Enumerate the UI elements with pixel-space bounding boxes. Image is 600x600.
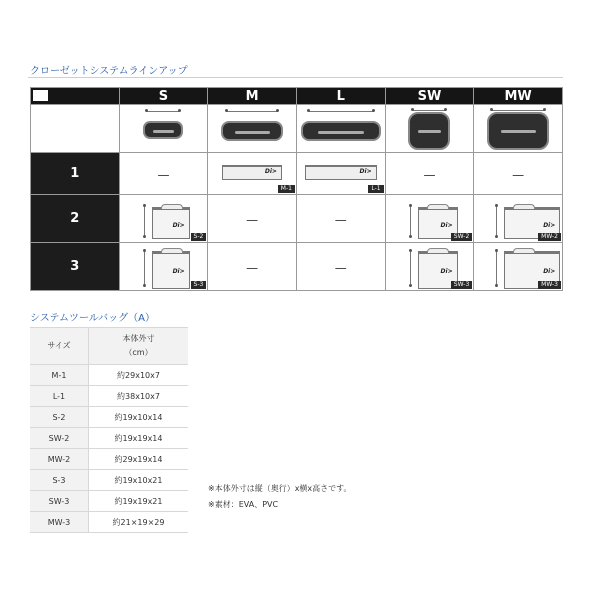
dimensions-cell: 約29x19x14 [89, 449, 189, 470]
table-row [30, 470, 188, 491]
model-tag-mw2: MW-2 [538, 233, 561, 241]
column-header-m: M [208, 88, 297, 105]
box-s2-image [152, 207, 190, 239]
material-note: ※素材：EVA、PVC [208, 500, 279, 509]
daiwa-logo: Dⅰ> [264, 168, 277, 175]
cell-s-2 [119, 195, 208, 243]
dimensions-header-line2: （cm） [124, 348, 153, 357]
table-row [30, 512, 188, 533]
lineup-heading: クローゼットシステムラインアップ [30, 66, 188, 77]
table-row [30, 428, 188, 449]
row-label-3: 3 [31, 243, 120, 291]
size-cell: M-1 [30, 365, 89, 386]
dimension-line [410, 204, 411, 238]
daiwa-logo: Dⅰ> [440, 268, 453, 276]
size-cell: MW-2 [30, 449, 89, 470]
cell-s-3 [119, 243, 208, 291]
dimensions-cell: 約19x19x14 [89, 428, 189, 449]
not-available-dash: — [334, 213, 347, 227]
dimension-line [146, 111, 180, 112]
table-row [30, 449, 188, 470]
not-available-dash: — [246, 261, 259, 275]
dimension-line [144, 204, 145, 238]
lid-s-cell [119, 105, 208, 153]
lid-l-cell [296, 105, 385, 153]
tray-l1-image [305, 165, 377, 180]
tray-m1-image [222, 165, 282, 180]
model-tag-mw3: MW-3 [538, 281, 561, 289]
dimension-line [412, 110, 446, 111]
model-tag-l1: L-1 [368, 185, 383, 193]
dimension-line [491, 110, 545, 111]
lid-m-cell [208, 105, 297, 153]
cell-l-3 [296, 243, 385, 291]
column-header-s: S [119, 88, 208, 105]
lid-l-image [301, 121, 381, 141]
size-cell: SW-3 [30, 491, 89, 512]
not-available-dash: — [334, 261, 347, 275]
dimensions-cell: 約19x10x14 [89, 407, 189, 428]
cell-sw-3 [385, 243, 474, 291]
dimension-note: ※本体外寸は縦（奥行）x横x高さです。 [208, 484, 352, 493]
row-label-2: 2 [31, 195, 120, 243]
model-tag-s3: S-3 [191, 281, 207, 289]
cell-sw-1 [385, 153, 474, 195]
lid-s-image [143, 121, 183, 139]
cell-m-1 [208, 153, 297, 195]
size-cell: MW-3 [30, 512, 89, 533]
daiwa-logo: Dⅰ> [172, 221, 185, 229]
dimensions-cell: 約19x10x21 [89, 470, 189, 491]
size-spec-table [30, 327, 188, 533]
dimension-line [410, 249, 411, 287]
toolbag-heading: システムツールバッグ（A） [30, 313, 155, 324]
dimension-line [496, 204, 497, 238]
model-tag-sw3: SW-3 [451, 281, 472, 289]
dimensions-cell: 約29x10x7 [89, 365, 189, 386]
dimensions-cell: 約19x19x21 [89, 491, 189, 512]
lid-mw-cell [474, 105, 563, 153]
dimensions-column-header [89, 328, 189, 365]
daiwa-logo: Dⅰ> [172, 268, 185, 276]
table-row [30, 491, 188, 512]
daiwa-logo: Dⅰ> [543, 268, 556, 276]
not-available-dash: — [246, 213, 259, 227]
size-column-header: サイズ [30, 328, 89, 365]
cell-s-1 [119, 153, 208, 195]
dimension-line [226, 111, 278, 112]
cell-mw-3 [474, 243, 563, 291]
dimension-line [308, 111, 374, 112]
table-row [30, 407, 188, 428]
table-row [30, 365, 188, 386]
model-tag-sw2: SW-2 [451, 233, 472, 241]
divider [28, 77, 563, 78]
daiwa-logo: Dⅰ> [359, 168, 372, 175]
daiwa-logo: Dⅰ> [543, 221, 556, 229]
cell-sw-2 [385, 195, 474, 243]
row-label-lid [31, 105, 120, 153]
cell-mw-1 [474, 153, 563, 195]
size-cell: SW-2 [30, 428, 89, 449]
cell-mw-2 [474, 195, 563, 243]
cell-m-2 [208, 195, 297, 243]
corner-cell [31, 88, 120, 105]
lineup-table [30, 87, 563, 291]
size-cell: S-3 [30, 470, 89, 491]
dimensions-cell: 約38x10x7 [89, 386, 189, 407]
size-cell: S-2 [30, 407, 89, 428]
dimension-line [144, 249, 145, 287]
table-row [30, 386, 188, 407]
model-tag-s2: S-2 [191, 233, 207, 241]
lid-mw-image [487, 112, 549, 150]
cell-l-2 [296, 195, 385, 243]
lid-sw-image [408, 112, 450, 150]
size-cell: L-1 [30, 386, 89, 407]
dimensions-cell: 約21×19×29 [89, 512, 189, 533]
column-header-sw: SW [385, 88, 474, 105]
cell-m-3 [208, 243, 297, 291]
dimension-line [496, 249, 497, 287]
lid-m-image [221, 121, 283, 141]
not-available-dash: — [423, 168, 436, 182]
lid-sw-cell [385, 105, 474, 153]
cell-l-1 [296, 153, 385, 195]
not-available-dash: — [512, 168, 525, 182]
not-available-dash: — [157, 168, 170, 182]
dimensions-header-line1: 本体外寸 [122, 334, 155, 343]
column-header-l: L [296, 88, 385, 105]
row-label-1: 1 [31, 153, 120, 195]
model-tag-m1: M-1 [278, 185, 295, 193]
daiwa-logo: Dⅰ> [440, 221, 453, 229]
column-header-mw: MW [474, 88, 563, 105]
box-s3-image [152, 251, 190, 289]
